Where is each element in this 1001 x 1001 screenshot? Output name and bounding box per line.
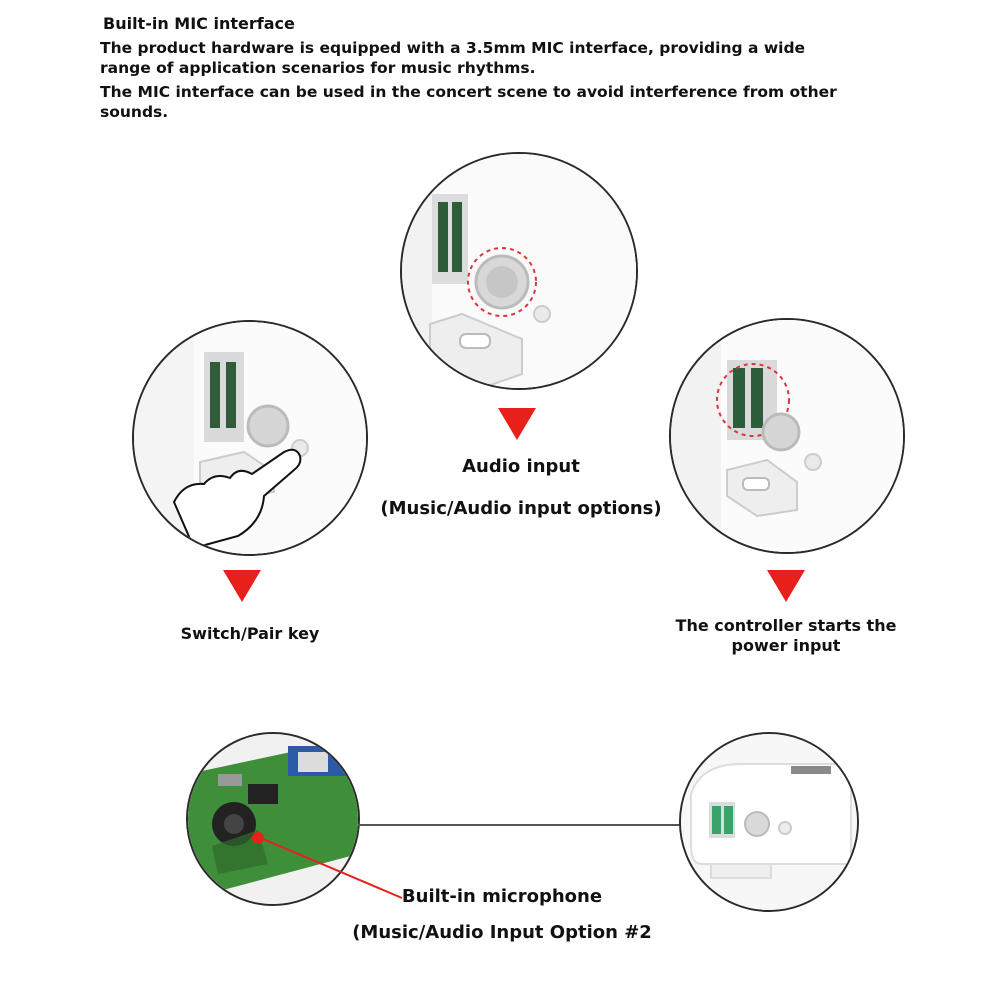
connector-line bbox=[358, 824, 690, 826]
audio-input-label: Audio input bbox=[462, 456, 580, 477]
description-line-2: The MIC interface can be used in the concert scene to avoid interference from other sounds. bbox=[100, 83, 837, 121]
audio-input-closeup bbox=[400, 152, 638, 390]
description-line-1: The product hardware is equipped with a 3.5mm MIC interface, providing a wide range of application scenarios for music rhythms. bbox=[100, 39, 806, 77]
audio-input-sublabel: (Music/Audio input options) bbox=[380, 498, 662, 519]
microphone-label: Built-in microphone bbox=[401, 886, 603, 907]
controller-front-image bbox=[681, 734, 857, 910]
down-arrow-icon bbox=[767, 570, 805, 602]
down-arrow-icon bbox=[223, 570, 261, 602]
down-arrow-icon bbox=[498, 408, 536, 440]
pcb-microphone-closeup bbox=[186, 732, 360, 906]
microphone-sublabel: (Music/Audio Input Option #2 bbox=[352, 922, 652, 943]
pointing-hand-icon bbox=[134, 322, 366, 554]
section-title: Built-in MIC interface bbox=[103, 14, 295, 33]
controller-audio-port-image bbox=[402, 154, 636, 388]
switch-pair-closeup bbox=[132, 320, 368, 556]
microphone-icon bbox=[188, 734, 358, 904]
controller-power-terminal-image bbox=[671, 320, 903, 552]
power-input-label: The controller starts the power input bbox=[675, 616, 897, 655]
switch-pair-label: Switch/Pair key bbox=[180, 624, 320, 643]
controller-front-closeup bbox=[679, 732, 859, 912]
power-input-closeup bbox=[669, 318, 905, 554]
